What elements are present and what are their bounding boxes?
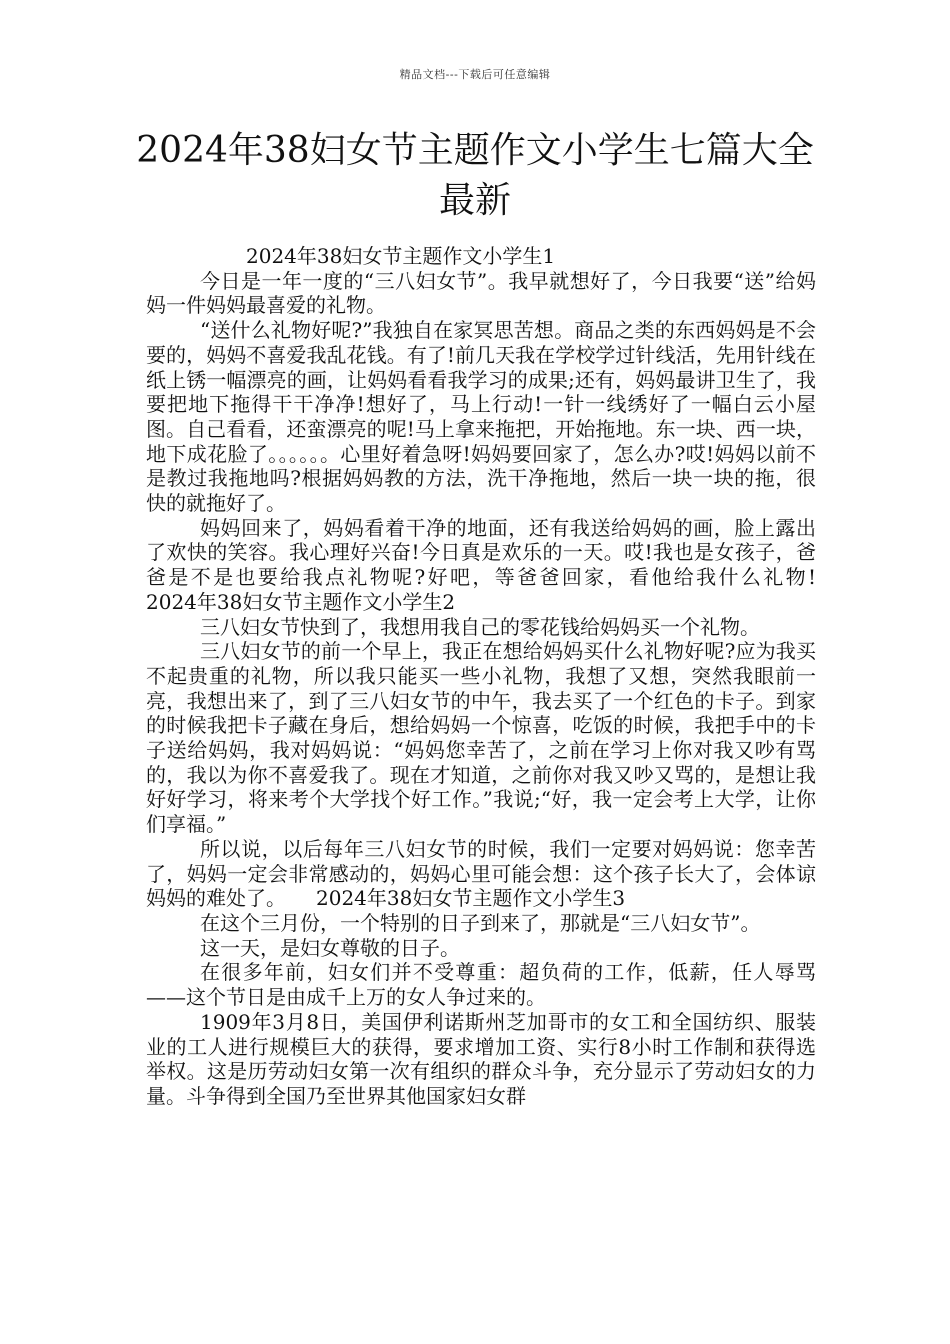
paragraph: 妈妈回来了，妈妈看着干净的地面，还有我送给妈妈的画，脸上露出了欢快的笑容。我心理好兴奋!今日真是欢乐的一天。哎!我也是女孩子，爸爸是不是也要给我点礼物呢?好吧，等爸爸回家，看他给我什么礼物! 2024年38妇女节主题作文小学生2 [146, 515, 856, 614]
article-body [146, 244, 856, 1109]
paragraph: 三八妇女节的前一个早上，我正在想给妈妈买什么礼物好呢?应为我买不起贵重的礼物，所以我只能买一些小礼物，我想了又想，突然我眼前一亮，我想出来了，到了三八妇女节的中午，我去买了一个红色的卡子。到家的时候我把卡子藏在身后，想给妈妈一个惊喜，吃饭的时候，我把手中的卡子送给妈妈，我对妈妈说：“妈妈您幸苦了，之前在学习上你对我又吵有骂的，我以为你不喜爱我了。现在才知道，之前你对我又吵又骂的，是想让我好好学习，将来考个大学找个好工作。”我说;“好，我一定会考上大学，让你们享福。” [146, 639, 816, 837]
paragraph: 1909年3月8日，美国伊利诺斯州芝加哥市的女工和全国纺织、服装业的工人进行规模巨大的获得，要求增加工资、实行8小时工作制和获得选举权。这是历劳动妇女第一次有组织的群众斗争，充分显示了劳动妇女的力量。斗争得到全国乃至世界其他国家妇女群 [146, 1009, 816, 1108]
header-note: 精品文档---下载后可任意编辑 [399, 68, 551, 81]
paragraph: 三八妇女节快到了，我想用我自己的零花钱给妈妈买一个礼物。 [200, 614, 760, 639]
paragraph: 在很多年前，妇女们并不受尊重：超负荷的工作，低薪，任人辱骂——这个节日是由成千上万的女人争过来的。 [146, 960, 816, 1010]
paragraph: 这一天，是妇女尊敬的日子。 [200, 935, 460, 960]
paragraph: 在这个三月份，一个特别的日子到来了，那就是“三八妇女节”。 [200, 910, 761, 935]
paragraph: “送什么礼物好呢?”我独自在家冥思苦想。商品之类的东西妈妈是不会要的，妈妈不喜爱我乱花钱。有了!前几天我在学校学过针线活，先用针线在纸上锈一幅漂亮的画，让妈妈看看我学习的成果;还有，妈妈最讲卫生了，我要把地下拖得干干净净!想好了，马上行动!一针一线绣好了一幅白云小屋图。自己看看，还蛮漂亮的呢!马上拿来拖把，开始拖地。东一块、西一块，地下成花脸了。。。。。。心里好着急呀!妈妈要回家了，怎么办?哎!妈妈以前不是教过我拖地吗?根据妈妈教的方法，洗干净拖地，然后一块一块的拖，很快的就拖好了。 [146, 318, 816, 516]
paragraph: 今日是一年一度的“三八妇女节”。我早就想好了，今日我要“送”给妈妈一件妈妈最喜爱的礼物。 [146, 268, 816, 318]
document-title: 2024年38妇女节主题作文小学生七篇大全最新 [136, 130, 814, 221]
section-heading-1: 2024年38妇女节主题作文小学生1 [246, 244, 556, 268]
paragraph: 所以说，以后每年三八妇女节的时候，我们一定要对妈妈说：您幸苦了，妈妈一定会非常感动的，妈妈心里可能会想：这个孩子长大了，会体谅妈妈的难处了。 2024年38妇女节主题作文小学生3 [146, 836, 816, 911]
